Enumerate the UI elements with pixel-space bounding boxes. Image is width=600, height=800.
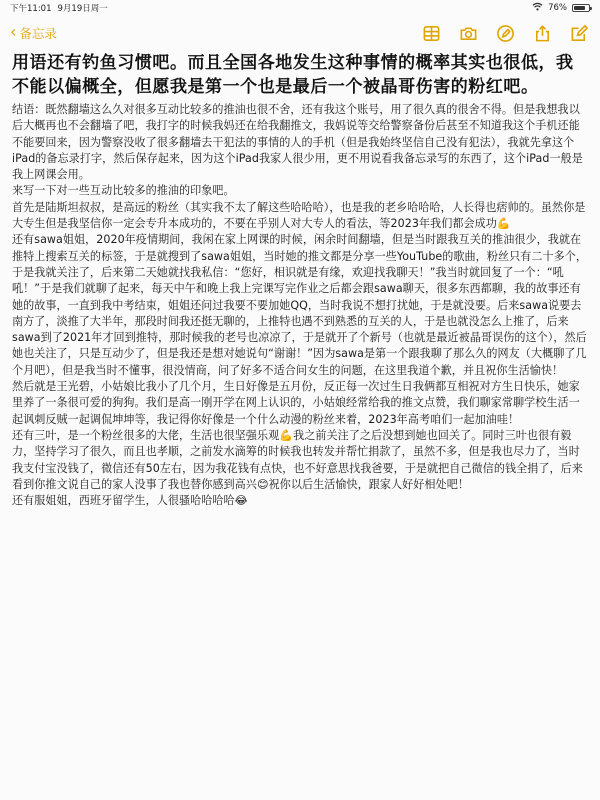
note-paragraph: 然后就是王光碧，小姑娘比我小了几个月，生日好像是五月份，反正每一次过生日我俩都互相祝对方生日快乐，她家里养了一条很可爱的狗狗。我们是高一刚开学在网上认识的，小姑娘经常给我的推文点赞，我们聊家常聊学校生活一起讽刺反贼一起调侃坤坤等，我记得你好像是一个什么动漫的粉丝来着，2023年高考咱们一起加油哇！ <box>12 380 580 426</box>
note-paragraph: 结语：既然翻墙这么久对很多互动比较多的推油也很不舍，还有我这个账号，用了很久真的很舍不得。但是我想我以后大概再也不会翻墙了吧，我打字的时候我妈还在给我翻推文，我妈说等交给警察备份后甚至不知道我这个手机还能不能要回来，因为警察没收了很多翻墙去干犯法的事情的人的手机（但是我始终坚信自己没有犯法），我就先拿这个iPad的备忘录打字，然后保存起来，因为这个iPad我家人很少用，更不用说看我备忘录写的东西了，这个iPad一般是我上网课会用。 <box>12 103 583 182</box>
note-headline: 用语还有钓鱼习惯吧。而且全国各地发生这种事情的概率其实也很低，我不能以偏概全，但愿我是第一个也是最后一个被晶哥伤害的粉红吧。 <box>12 53 574 97</box>
status-time: 下午11:01 <box>10 4 52 14</box>
wifi-icon <box>532 2 543 14</box>
note-paragraph: 还有三叶，是一个粉丝很多的大佬，生活也很坚强乐观💪我之前关注了之后没想到她也回关了。同时三叶也很有毅力，坚持学习了很久，而且也孝顺，之前发水滴筹的时候我也转发并帮忙捐款了，虽然不多，但是我也尽力了，当时我支付宝没钱了，微信还有50左右，因为我花钱有点快，也不好意思找我爸要，于是就把自己微信的钱全捐了，后来看到你推文说自己的家人没事了我也替你感到高兴😊祝你以后生活愉快，跟家人好好相处吧！ <box>12 428 583 491</box>
table-icon[interactable] <box>420 22 442 44</box>
back-button[interactable] <box>10 24 57 42</box>
note-content[interactable] <box>0 50 600 509</box>
battery-icon <box>572 4 590 12</box>
compose-icon[interactable] <box>568 22 590 44</box>
back-label: 备忘录 <box>19 26 57 41</box>
share-icon[interactable] <box>531 22 553 44</box>
status-date: 9月19日周一 <box>57 4 108 14</box>
battery-percent: 76% <box>548 3 567 13</box>
note-paragraph: 首先是陆斯坦叔叔，是高远的粉丝（其实我不太了解这些哈哈哈），也是我的老乡哈哈哈，人长得也痞帅的。虽然你是大专生但是我坚信你一定会专升本成功的，不要在乎别人对大专人的看法，等2023年我们都会成功💪 <box>12 200 586 231</box>
markup-pen-icon[interactable] <box>494 22 516 44</box>
notes-toolbar <box>0 16 600 50</box>
chevron-left-icon: ‹ <box>10 22 17 41</box>
note-paragraph: 来写一下对一些互动比较多的推油的印象吧。 <box>12 184 235 198</box>
note-paragraph: 还有服姐姐，西班牙留学生，人很骚哈哈哈哈😂 <box>12 494 248 508</box>
note-paragraph: 还有sawa姐姐，2020年疫情期间，我闲在家上网课的时候，闲余时间翻墙，但是当时跟我互关的推油很少，我就在推特上搜索互关的标签，于是就搜到了sawa姐姐，当时她的推文都是分享一些YouTube的歌曲，粉丝只有二十多个，于是我就关注了，后来第二天她就找我私信：“您好，相识就是有缘，欢迎找我聊天！”我当时就回复了一个：“吼吼！”于是我们就聊了起来，每天中午和晚上我上完课写完作业之后都会跟sawa聊天，很多东西都聊，我的故事还有她的故事，一直到我中考结束，姐姐还问过我要不要加她QQ，当时我说不想打扰她，于是就没要。后来sawa说要去南方了，淡推了大半年，那段时间我还挺无聊的，上推特也遇不到熟悉的互关的人，于是也就没怎么上推了，后来sawa到了2021年才回到推特，那时候我的老号也凉凉了，于是就开了个新号（也就是最近被晶哥误伤的这个），然后她也关注了，只是互动少了，但是我还是想对她说句“谢谢！”因为sawa是第一个跟我聊了那么久的网友（大概聊了几个月吧），但是我当时不懂事，很没情商，问了好多不适合问女生的问题，在这里我道个歉，并且祝你生活愉快！ <box>12 233 588 377</box>
note-body <box>12 102 588 509</box>
status-bar <box>0 0 600 16</box>
camera-icon[interactable] <box>457 22 479 44</box>
